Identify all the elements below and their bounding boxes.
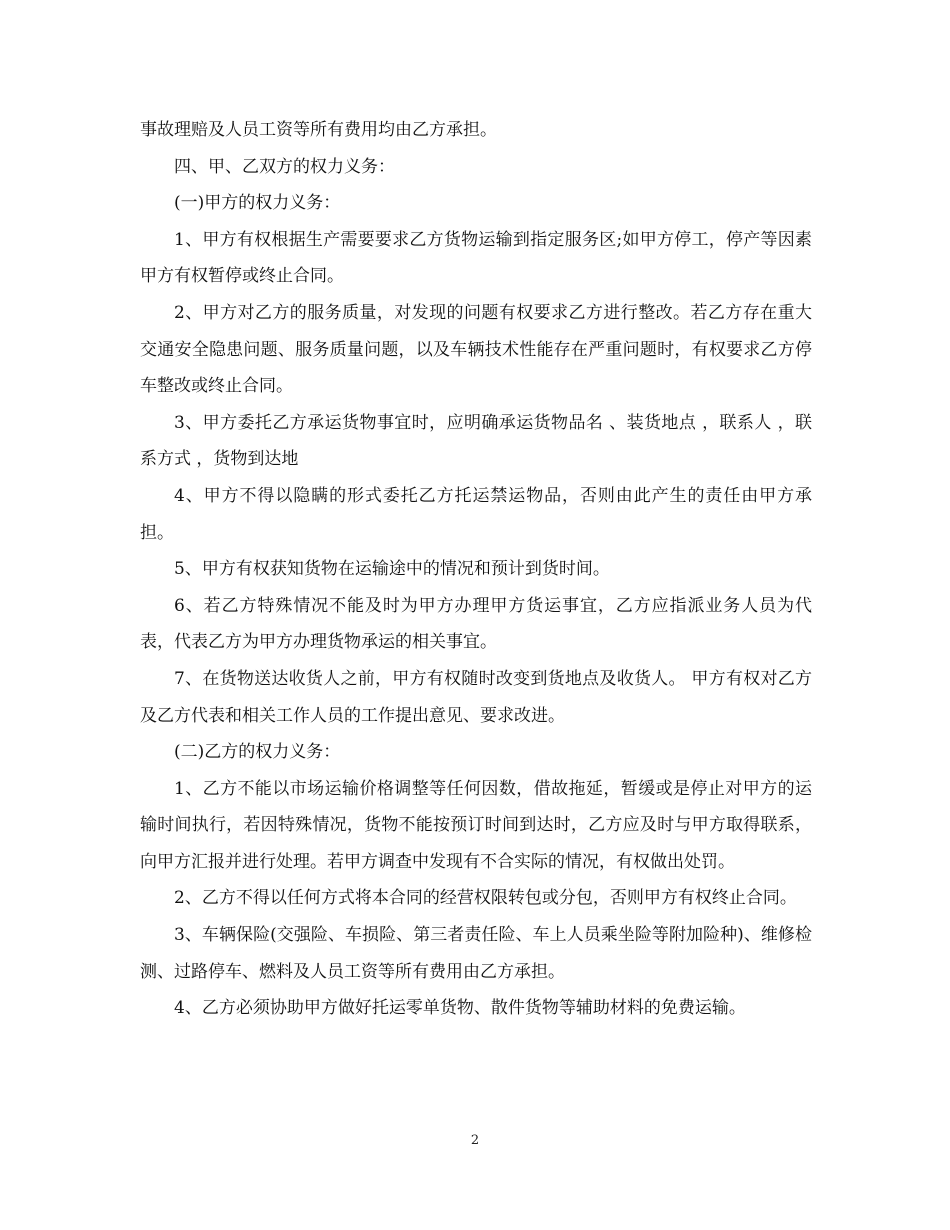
subsection-heading-party-b: (二)乙方的权力义务：	[174, 742, 341, 763]
party-a-clause-4: 4、甲方不得以隐瞒的形式委托乙方托运禁运物品，否则由此产生的责任由甲方承担。	[140, 485, 812, 543]
party-a-clause-5: 5、甲方有权获知货物在运输途中的情况和预计到货时间。	[174, 559, 610, 580]
page-number: 2	[470, 1133, 480, 1148]
party-b-clause-4: 4、乙方必须协助甲方做好托运零单货物、散件货物等辅助材料的免费运输。	[174, 998, 746, 1019]
party-b-clause-1: 1、乙方不能以市场运输价格调整等任何因数，借故拖延，暂缓或是停止对甲方的运输时间执行，若因特殊情况，货物不能按预订时间到达时，乙方应及时与甲方取得联系，向甲方汇报并进行处理。若甲方调查中发现有不合实际的情况，有权做出处罚。	[140, 778, 812, 872]
party-a-clause-7: 7、在货物送达收货人之前，甲方有权随时改变到货地点及收货人。 甲方有权对乙方及乙方代表和相关工作人员的工作提出意见、要求改进。	[140, 668, 812, 726]
paragraph-continuation: 事故理赔及人员工资等所有费用均由乙方承担。	[140, 120, 497, 140]
party-b-clause-3: 3、车辆保险(交强险、车损险、第三者责任险、车上人员乘坐险等附加险种)、维修检测、过路停车、燃料及人员工资等所有费用由乙方承担。	[140, 925, 812, 982]
party-b-clause-2: 2、乙方不得以任何方式将本合同的经营权限转包或分包，否则甲方有权终止合同。	[174, 888, 797, 909]
section-heading-rights-obligations: 四、甲、乙双方的权力义务：	[174, 156, 395, 177]
subsection-heading-party-a: (一)甲方的权力义务：	[174, 193, 341, 214]
party-a-clause-3: 3、甲方委托乙方承运货物事宜时，应明确承运货物品名 、装货地点 ，联系人 ，联系方式 ，货物到达地	[140, 412, 812, 470]
party-a-clause-1: 1、甲方有权根据生产需要要求乙方货物运输到指定服务区;如甲方停工，停产等因素甲方有权暂停或终止合同。	[140, 229, 812, 287]
party-a-clause-6: 6、若乙方特殊情况不能及时为甲方办理甲方货运事宜，乙方应指派业务人员为代表，代表乙方为甲方办理货物承运的相关事宜。	[140, 595, 812, 653]
document-body	[140, 112, 812, 1027]
party-a-clause-2: 2、甲方对乙方的服务质量，对发现的问题有权要求乙方进行整改。若乙方存在重大交通安全隐患问题、服务质量问题，以及车辆技术性能存在严重问题时，有权要求乙方停车整改或终止合同。	[140, 302, 812, 397]
